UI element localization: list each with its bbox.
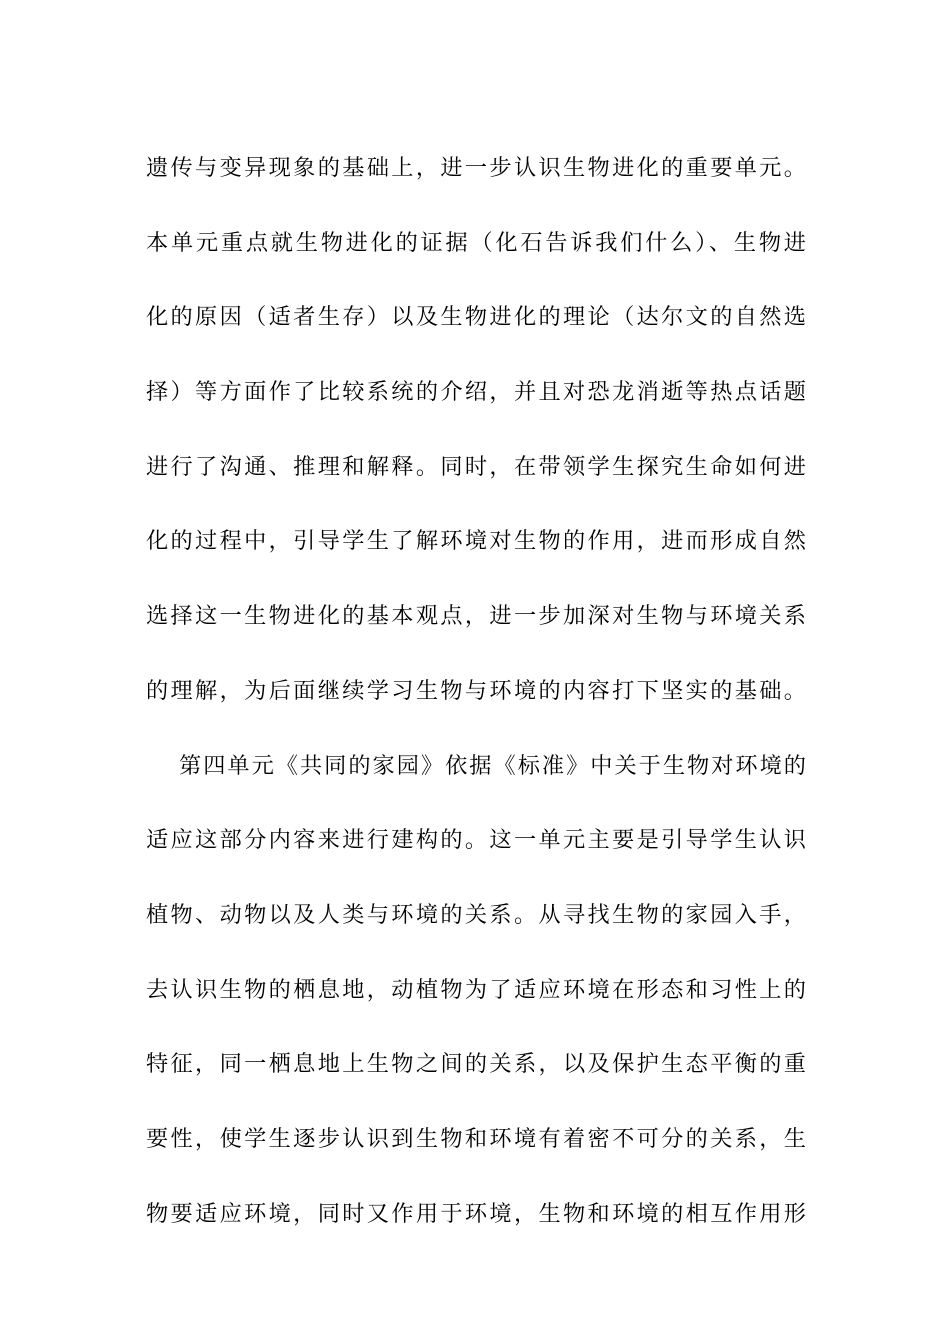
text-line: 特征，同一栖息地上生物之间的关系，以及保护生态平衡的重: [146, 1051, 806, 1078]
text-line: 进行了沟通、推理和解释。同时，在带领学生探究生命如何进: [146, 453, 806, 480]
paragraph-first-line: 第四单元《共同的家园》依据《标准》中关于生物对环境的: [179, 752, 806, 779]
text-line: 植物、动物以及人类与环境的关系。从寻找生物的家园入手，: [146, 901, 806, 928]
text-line: 去认识生物的栖息地，动植物为了适应环境在形态和习性上的: [146, 976, 806, 1003]
text-line: 化的原因（适者生存）以及生物进化的理论（达尔文的自然选: [146, 304, 806, 331]
text-line: 化的过程中，引导学生了解环境对生物的作用，进而形成自然: [146, 528, 806, 555]
text-line: 适应这部分内容来进行建构的。这一单元主要是引导学生认识: [146, 827, 806, 854]
text-line: 本单元重点就生物进化的证据（化石告诉我们什么）、生物进: [146, 229, 806, 256]
text-line: 要性，使学生逐步认识到生物和环境有着密不可分的关系，生: [146, 1125, 806, 1152]
body-text: [146, 131, 806, 1251]
text-line: 的理解，为后面继续学习生物与环境的内容打下坚实的基础。: [146, 677, 806, 704]
text-line: 选择这一生物进化的基本观点，进一步加深对生物与环境关系: [146, 603, 806, 630]
text-line: 遗传与变异现象的基础上，进一步认识生物进化的重要单元。: [146, 155, 806, 181]
text-line: 物要适应环境，同时又作用于环境，生物和环境的相互作用形: [146, 1200, 806, 1227]
text-line: 择）等方面作了比较系统的介绍，并且对恐龙消逝等热点话题: [146, 379, 806, 406]
